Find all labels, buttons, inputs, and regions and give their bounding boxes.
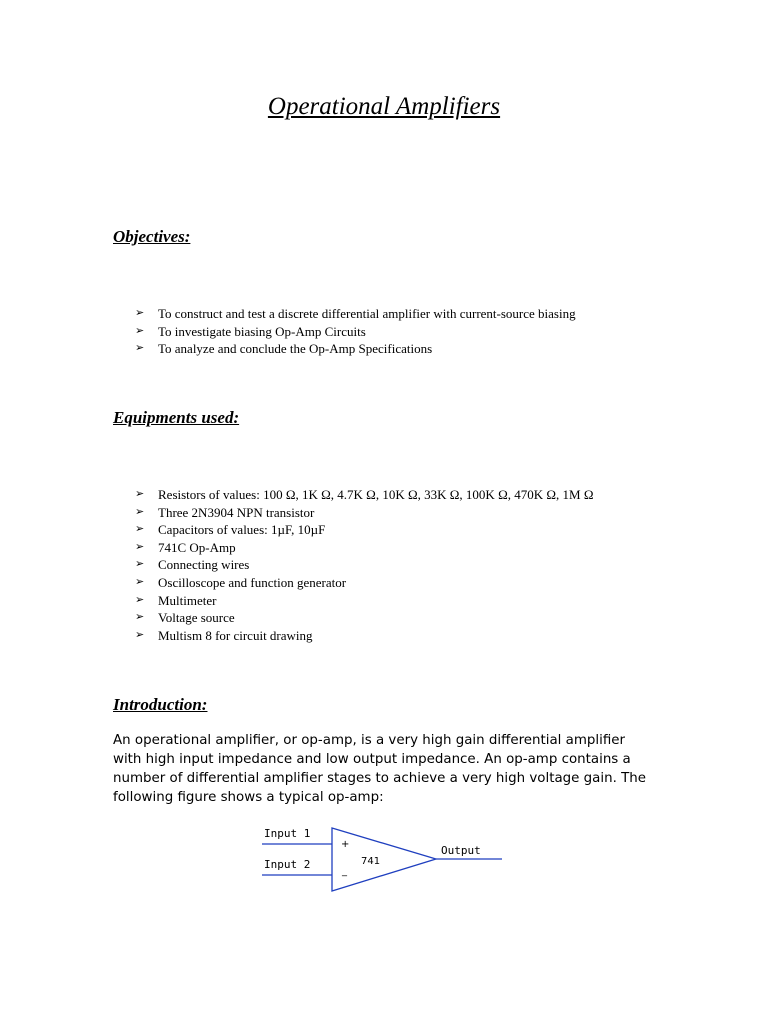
arrow-bullet-icon: ➢ <box>135 575 145 588</box>
output-label: Output <box>441 844 481 857</box>
list-item: ➢ To construct and test a discrete differential amplifier with current-source biasing <box>135 306 576 321</box>
input-1-label: Input 1 <box>264 827 311 840</box>
equipment-heading: Equipments used: <box>113 408 240 427</box>
equipment-list <box>135 486 594 644</box>
input-2-label: Input 2 <box>264 858 311 871</box>
op-amp-figure <box>258 822 508 894</box>
objectives-list <box>135 305 576 358</box>
arrow-bullet-icon: ➢ <box>135 307 145 319</box>
list-item: ➢ To investigate biasing Op-Amp Circuits <box>135 323 366 339</box>
arrow-bullet-icon: ➢ <box>135 558 145 571</box>
arrow-bullet-icon: ➢ <box>135 593 145 606</box>
arrow-bullet-icon: ➢ <box>135 628 145 641</box>
list-item: ➢ Multimeter <box>135 592 217 608</box>
list-item: ➢ Multism 8 for circuit drawing <box>135 627 313 643</box>
list-item: ➢ Capacitors of values: 1µF, 10µF <box>135 522 326 538</box>
list-item: ➢ To analyze and conclude the Op-Amp Specifications <box>135 341 433 357</box>
page-title: Operational Amplifiers <box>267 93 501 120</box>
chip-label: 741 <box>361 856 381 867</box>
list-item: ➢ Connecting wires <box>135 557 250 573</box>
list-item: ➢ Oscilloscope and function generator <box>135 574 347 590</box>
minus-sign: _ <box>342 866 347 877</box>
plus-sign: + <box>341 839 350 850</box>
introduction-paragraph: An operational amplifier, or op-amp, is a very high gain differential amplifier with high input impedance and low output impedance. An op-amp contains a number of differential amplifier stages to achieve a very high voltage gain. The following figure shows a typical op-amp: <box>113 733 646 805</box>
op-amp-triangle-icon <box>332 828 436 891</box>
op-amp-diagram <box>258 822 508 894</box>
arrow-bullet-icon: ➢ <box>135 505 145 518</box>
arrow-bullet-icon: ➢ <box>135 488 145 500</box>
introduction-heading: Introduction: <box>113 695 208 714</box>
list-item: ➢ Voltage source <box>135 610 235 626</box>
objectives-heading: Objectives: <box>113 227 191 246</box>
arrow-bullet-icon: ➢ <box>135 523 145 536</box>
list-item: ➢ Resistors of values: 100 Ω, 1K Ω, 4.7K Ω, 10K Ω, 33K Ω, 100K Ω, 470K Ω, 1M Ω <box>135 487 594 502</box>
arrow-bullet-icon: ➢ <box>135 611 145 624</box>
arrow-bullet-icon: ➢ <box>135 342 145 355</box>
list-item: ➢ Three 2N3904 NPN transistor <box>135 504 315 520</box>
list-item: ➢ 741C Op-Amp <box>135 539 236 555</box>
arrow-bullet-icon: ➢ <box>135 540 145 553</box>
arrow-bullet-icon: ➢ <box>135 324 145 337</box>
